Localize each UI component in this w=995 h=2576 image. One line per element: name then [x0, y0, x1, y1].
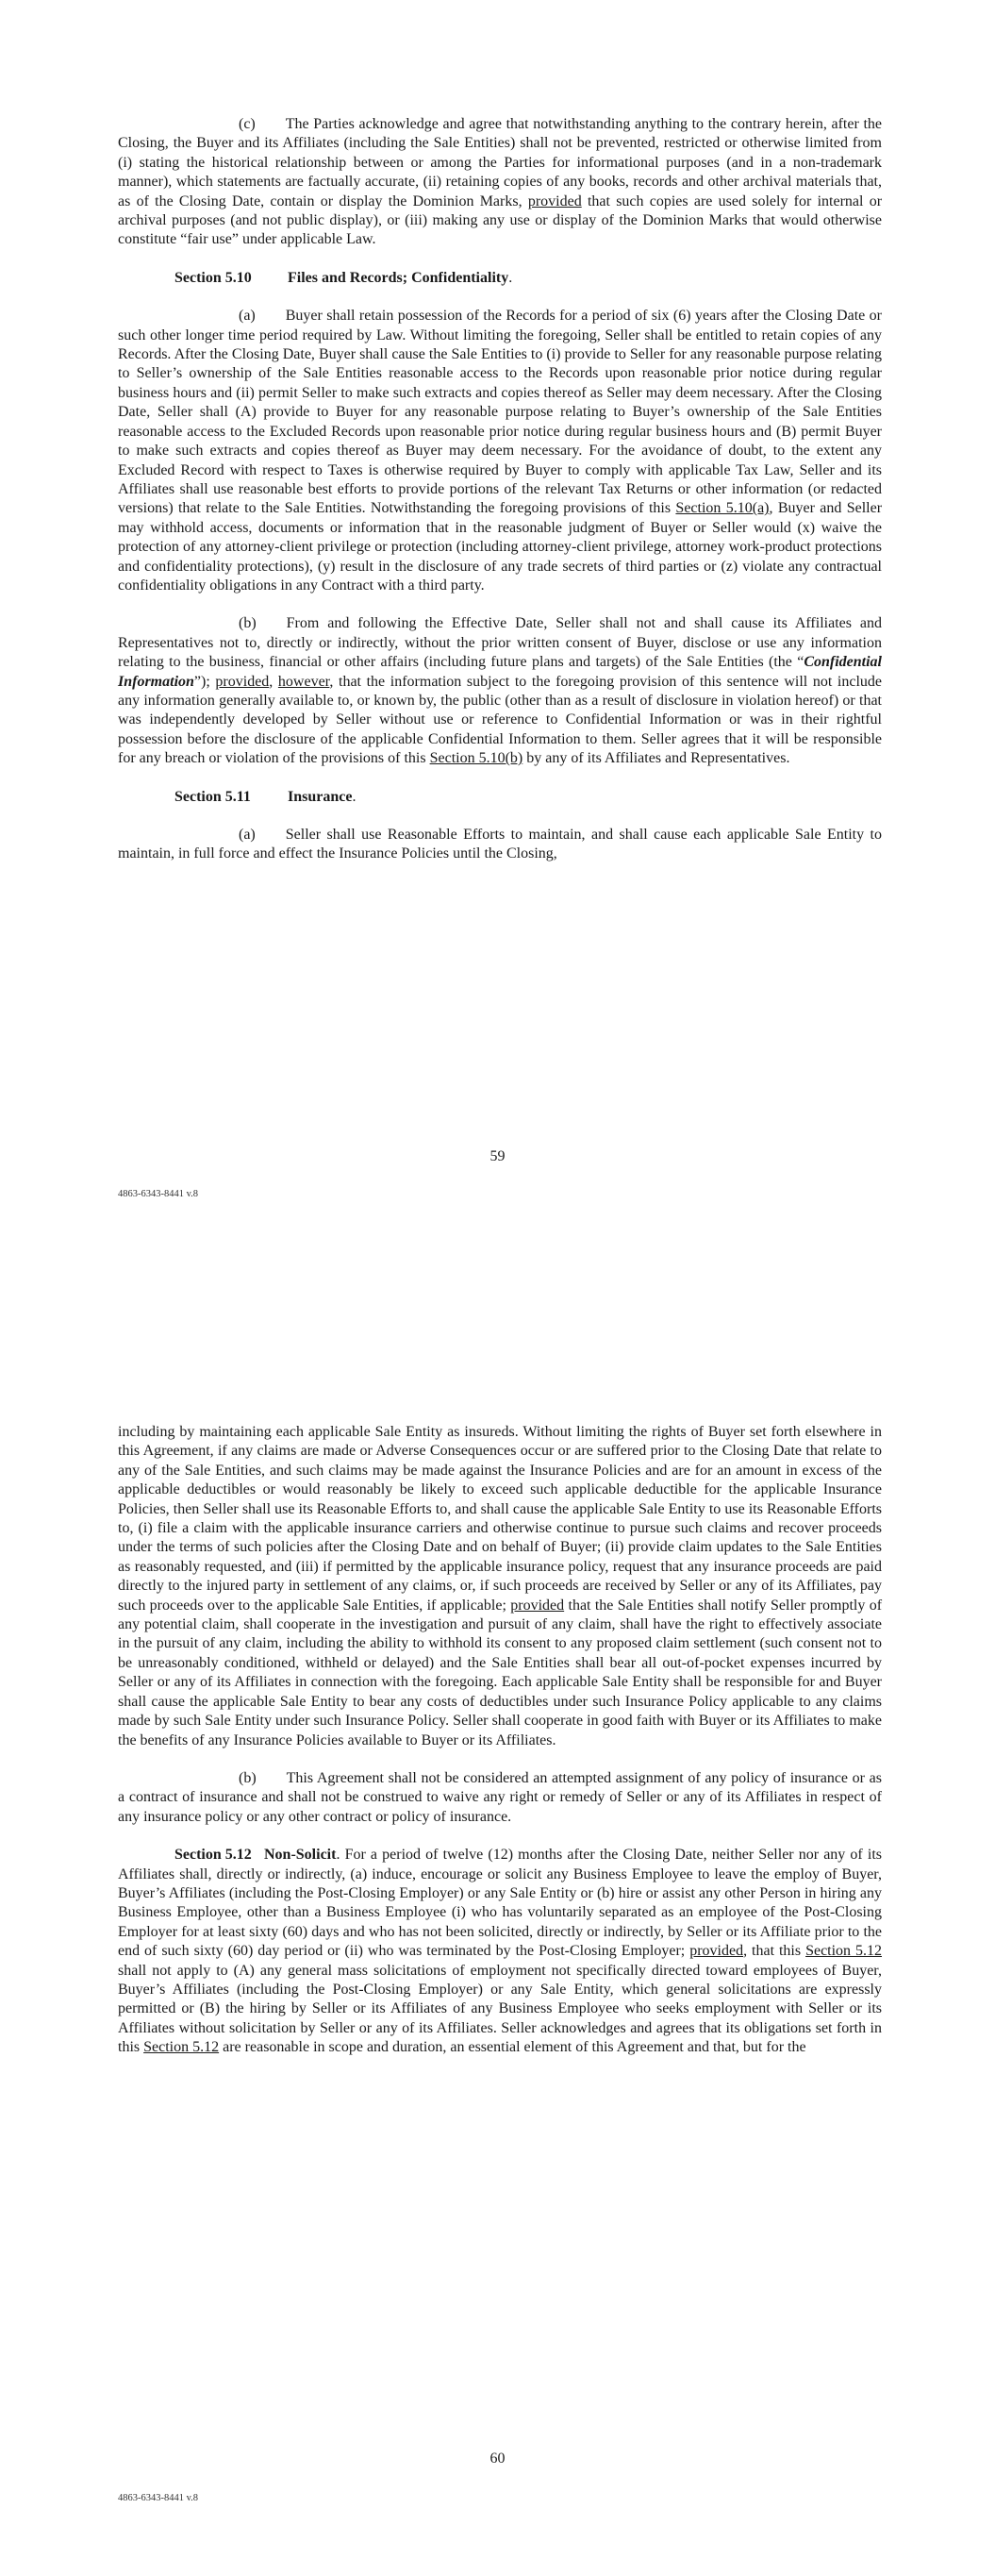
cross-reference-5-12: Section 5.12 — [143, 2039, 220, 2056]
page-59 — [0, 0, 995, 1283]
paragraph-5-11-b: (b) This Agreement shall not be considered an attempted assignment of any policy of insurance or as a contract of insurance and shall not be construed to waive any right or remedy of Seller or any of its Affiliates in respect of any insurance policy or any other contract or policy of insurance. — [118, 1769, 882, 1825]
cross-reference-5-12: Section 5.12 — [805, 1943, 883, 1960]
paragraph-5-10-a: (a) Buyer shall retain possession of the Records for a period of six (6) years after the Closing Date or such other longer time period required by Law. Without limiting the foregoing, Seller shall be entitled to retain copies of any Records. After the Closing Date, Buyer shall cause the Sale Entities to (i) provide to Seller for any reasonable purpose relating to Seller’s ownership of the Sale Entities reasonable access to the Records upon reasonable prior notice during regular business hours and (ii) permit Seller to make such extracts and copies thereof as Seller may deem necessary. After the Closing Date, Seller shall (A) provide to Buyer for any reasonable purpose relating to Buyer’s ownership of the Sale Entities reasonable access to the Excluded Records upon reasonable prior notice during regular business hours and (B) permit Buyer to make such extracts and copies thereof as Buyer may deem necessary. For the avoidance of doubt, to the extent any Excluded Record with respect to Taxes is otherwise required by Buyer to comply with applicable Tax Law, Seller and its Affiliates shall use reasonable best efforts to provide portions of the relevant Tax Returns or other information (or redacted versions) that relate to the Sale Entities. Notwithstanding the foregoing provisions of this Section 5.10(a), Buyer and Seller may withhold access, documents or information that in the reasonable judgment of Buyer or Seller would (x) waive the protection of any attorney-client privilege or protection (including attorney-client privilege, attorney work-product protections and confidentiality protections), (y) result in the disclosure of any trade secrets of third parties or (z) violate any contractual confidentiality obligations in any Contract with a third party. — [118, 308, 883, 594]
defined-term-provided: provided — [215, 673, 270, 690]
section-5-11-heading: Section 5.11 Insurance. — [118, 788, 882, 807]
page-60 — [0, 1283, 995, 2576]
section-number: Section 5.10 — [174, 269, 252, 286]
document-id: 4863-6343-8441 v.8 — [118, 2493, 199, 2503]
cross-reference-5-10-a: Section 5.10(a) — [675, 500, 770, 517]
section-number: Section 5.12 — [174, 1847, 252, 1864]
page-60-body — [118, 1423, 882, 2077]
paragraph-5-10-b: (b) From and following the Effective Date, Seller shall not and shall cause its Affiliates and Representatives not to, directly or indirectly, without the prior written consent of Buyer, disclose or use any information relating to the business, financial or other affairs (including future plans and targets) of the Sale Entities (the “Confidential Information”); provided, however, that the information subject to the foregoing provision of this sentence will not include any information generally available to, or known by, the public (other than as a result of disclosure in violation hereof) or that was independently developed by Seller without use or reference to Confidential Information or was in their rightful possession before the disclosure of the applicable Confidential Information to them. Seller agrees that it will be responsible for any breach or violation of the provisions of this Section 5.10(b) by any of its Affiliates and Representatives. — [118, 615, 883, 767]
section-5-10-heading: Section 5.10 Files and Records; Confidentiality. — [118, 269, 882, 288]
paragraph-5-12: Section 5.12 Non-Solicit. For a period of twelve (12) months after the Closing Date, neither Seller nor any of its Affiliates shall, directly or indirectly, (a) induce, encourage or solicit any Business Employee to leave the employ of Buyer, Buyer’s Affiliates (including the Post-Closing Employer) or any Sale Entity or (b) hire or assist any other Person in hiring any Business Employee, other than a Business Employee (i) who has voluntarily separated as an employee of the Post-Closing Employer for at least sixty (60) days and who has not been solicited, directly or indirectly, by Seller or its Affiliate prior to the end of such sixty (60) day period or (ii) who was terminated by the Post-Closing Employer; provided, that this Section 5.12 shall not apply to (A) any general mass solicitations of employment not specifically directed toward employees of Buyer, Buyer’s Affiliates (including the Post-Closing Employer) or any Sale Entity, which general solicitations are expressly permitted or (B) the hiring by Seller or its Affiliates of any Business Employee who seeks employment with Seller or its Affiliates without solicitation by Seller or any of its Affiliates. Seller acknowledges and agrees that its obligations set forth in this Section 5.12 are reasonable in scope and duration, an essential element of this Agreement and that, but for the — [118, 1847, 883, 2056]
defined-term-however: however — [277, 673, 330, 690]
paragraph-5-11-a-continued: including by maintaining each applicable Sale Entity as insureds. Without limiting the rights of Buyer set forth elsewhere in this Agreement, if any claims are made or Adverse Consequences occur or are suffered prior to the Closing Date that relate to any of the Sale Entities, and such claims may be made against the Insurance Policies and are for an amount in excess of the applicable deductibles or would reasonably be likely to exceed such applicable deductible for the applicable Insurance Policies, then Seller shall use its Reasonable Efforts to, and shall cause the applicable Sale Entity to use its Reasonable Efforts to, (i) file a claim with the applicable insurance carriers and otherwise continue to pursue such claims and recover proceeds under the terms of such policies after the Closing Date and on behalf of Buyer; (ii) provide claim updates to the Sale Entities as reasonably requested, and (iii) if permitted by the applicable insurance policy, request that any insurance proceeds are paid directly to the injured party in settlement of any claims, or, if such proceeds are received by Seller or any of its Affiliates, pay such proceeds over to the applicable Sale Entities, if applicable; provided that the Sale Entities shall notify Seller promptly of any potential claim, shall cooperate in the investigation and pursuit of any claim, shall have the right to effectively associate in the pursuit of any claim, including the ability to withhold its consent to any proposed claim settlement (such consent not to be unreasonably conditioned, withheld or delayed) and the Sale Entities shall bear all out-of-pocket expenses incurred by Seller or any of its Affiliates in connection with the foregoing. Each applicable Sale Entity shall be responsible for and Buyer shall cause the applicable Sale Entity to bear any costs of deductibles under such Insurance Policy applicable to any claims made by such Sale Entity under such Insurance Policy. Seller shall cooperate in good faith with Buyer or its Affiliates to make the benefits of any Insurance Policies available to Buyer or its Affiliates. — [118, 1424, 883, 1748]
page-number: 59 — [489, 1148, 506, 1164]
section-title: Files and Records; Confidentiality — [288, 269, 509, 286]
section-title: Non-Solicit — [264, 1847, 337, 1864]
page-59-body — [118, 115, 882, 883]
section-number: Section 5.11 — [174, 788, 251, 805]
defined-term-provided: provided — [527, 192, 582, 209]
defined-term-confidential-information: Confidential Information — [118, 654, 882, 690]
defined-term-provided: provided — [689, 1943, 744, 1960]
page-number: 60 — [489, 2451, 506, 2467]
document-id: 4863-6343-8441 v.8 — [118, 1189, 199, 1199]
paragraph-5-11-a: (a) Seller shall use Reasonable Efforts to maintain, and shall cause each applicable Sale Entity to maintain, in full force and effect the Insurance Policies until the Closing, — [118, 827, 882, 862]
section-title: Insurance — [288, 788, 353, 805]
paragraph-5-9-c: (c) The Parties acknowledge and agree that notwithstanding anything to the contrary herein, after the Closing, the Buyer and its Affiliates (including the Sale Entities) shall not be prevented, restricted or otherwise limited from (i) stating the historical relationship between or among the Parties for informational purposes (and in a non-trademark manner), which statements are factually accurate, (ii) retaining copies of any books, records and other archival materials that, as of the Closing Date, contain or display the Dominion Marks, provided that such copies are used solely for internal or archival purposes (and not public display), or (iii) making any use or display of the Dominion Marks that would otherwise constitute “fair use” under applicable Law. — [118, 116, 883, 248]
defined-term-provided: provided — [510, 1597, 565, 1614]
cross-reference-5-10-b: Section 5.10(b) — [429, 750, 523, 767]
